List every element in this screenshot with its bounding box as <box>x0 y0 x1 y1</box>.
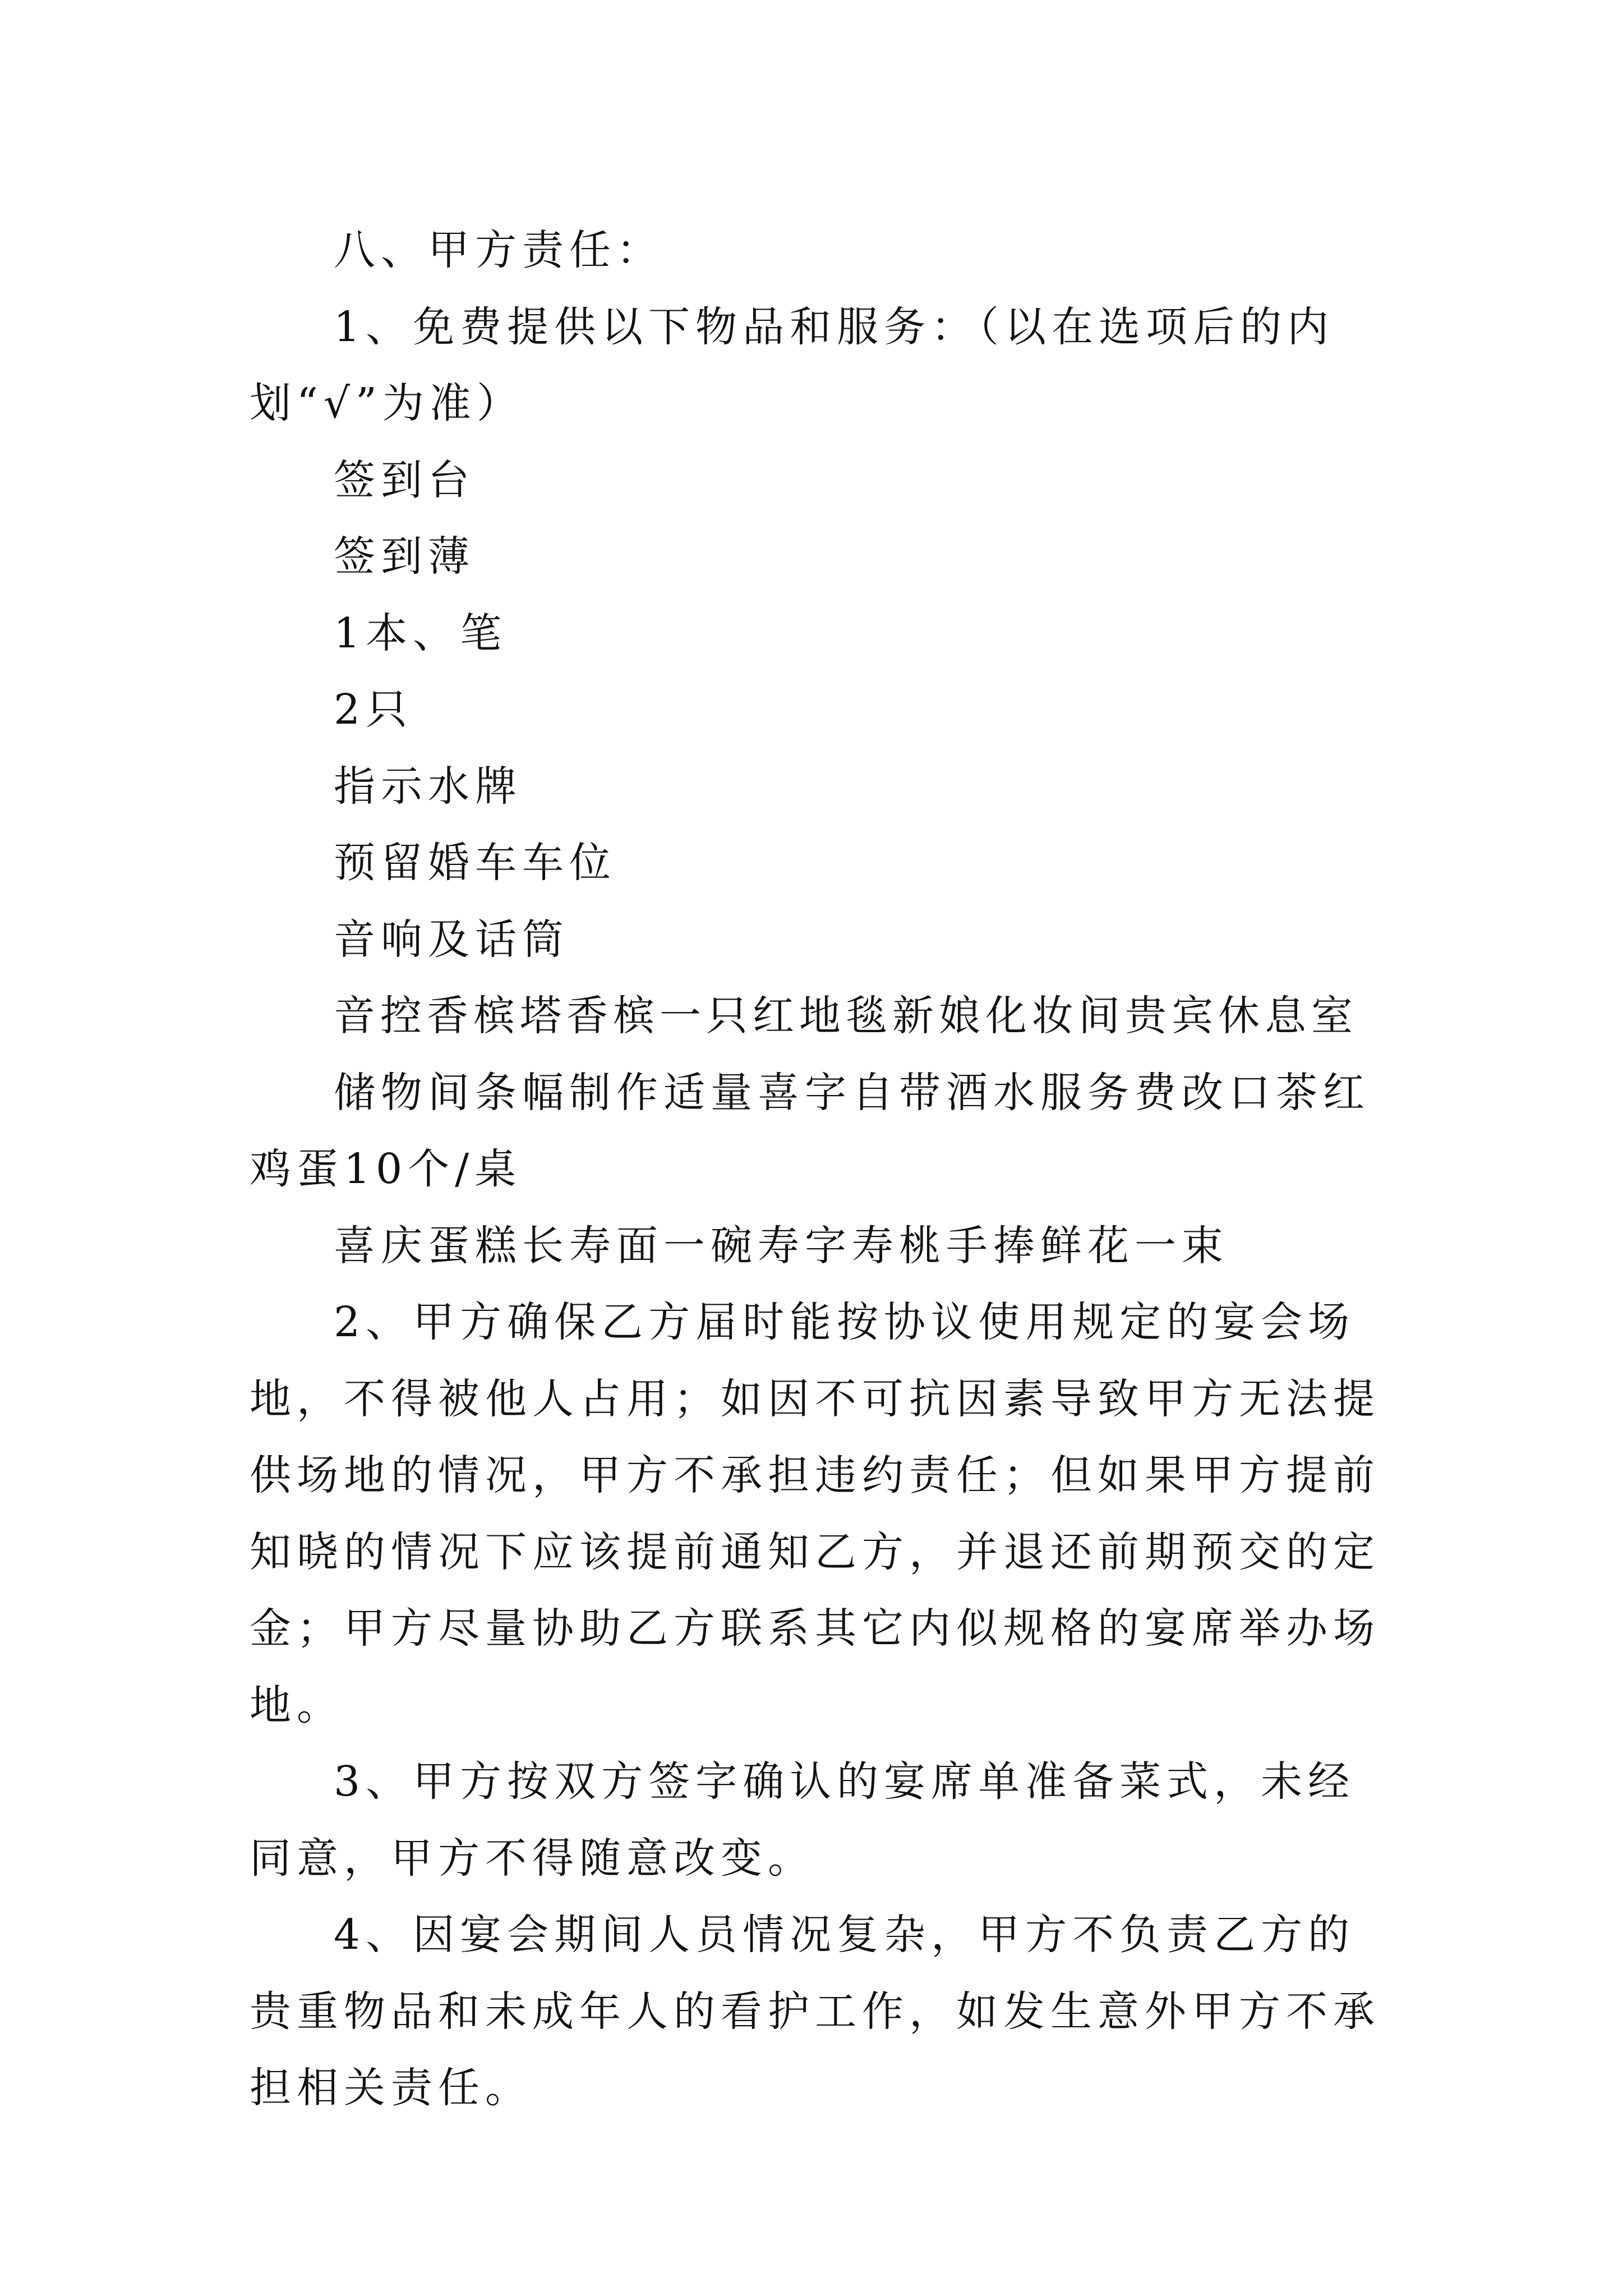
list-item: 音响及话筒 <box>334 915 569 964</box>
list-item: 储物间条幅制作适量喜字自带酒水服务费改口茶红鸡蛋10个/桌 <box>250 1068 1370 1193</box>
paragraph-item-4: 4、因宴会期间人员情况复杂，甲方不负责乙方的贵重物品和未成年人的看护工作，如发生意外甲方不承担相关责任。 <box>250 1911 1380 2112</box>
list-item: 喜庆蛋糕长寿面一碗寿字寿桃手捧鲜花一束 <box>334 1221 1229 1270</box>
list-item: 音控香槟塔香槟一只红地毯新娘化妆间贵宾休息室 <box>334 992 1358 1040</box>
document-body <box>250 212 1382 2127</box>
paragraph-item-2: 2、甲方确保乙方届时能按协议使用规定的宴会场地，不得被他人占用；如因不可抗因素导致甲方无法提供场地的情况，甲方不承担违约责任；但如果甲方提前知晓的情况下应该提前通知乙方，并退还前期预交的定金；甲方尽量协助乙方联系其它内似规格的宴席举办场地。 <box>250 1298 1380 1729</box>
list-item: 签到薄 <box>334 532 475 581</box>
list-item: 指示水牌 <box>334 762 522 811</box>
list-item: 1本、笔 <box>334 609 508 657</box>
paragraph-item-1: 1、免费提供以下物品和服务：（以在选项后的内划“√”为准） <box>250 302 1335 427</box>
paragraph-item-3: 3、甲方按双方签字确认的宴席单准备菜式，未经同意，甲方不得随意改变。 <box>250 1757 1355 1883</box>
section-heading: 八、甲方责任： <box>334 226 663 274</box>
list-item: 签到台 <box>334 455 475 504</box>
list-item: 2只 <box>334 685 413 734</box>
list-item: 预留婚车车位 <box>334 839 616 887</box>
